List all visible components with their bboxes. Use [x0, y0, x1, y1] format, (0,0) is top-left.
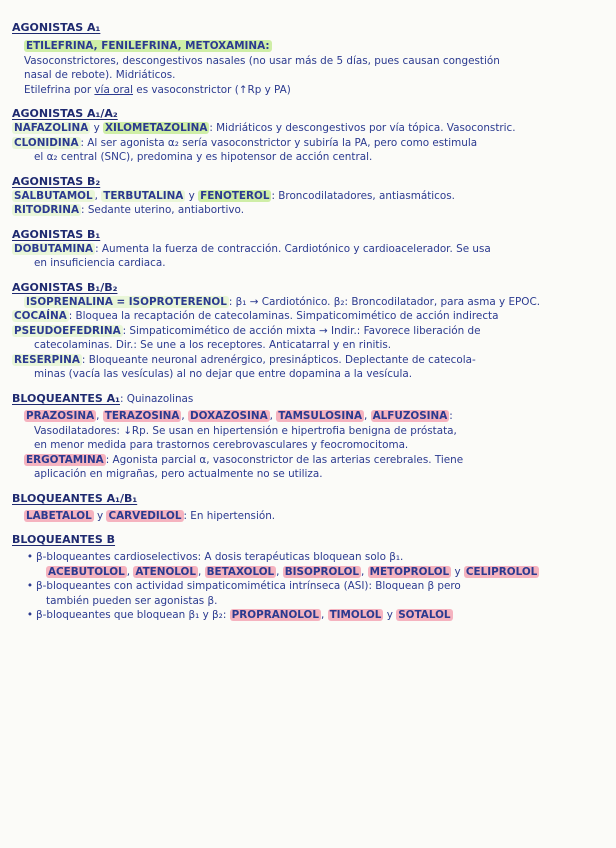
drug-line — [12, 189, 604, 204]
text-fragment: Etilefrina por — [24, 83, 95, 96]
section-agonistas-a1-a2 — [12, 102, 604, 121]
separator: , — [181, 410, 189, 422]
text-fragment: : En hipertensión. — [183, 509, 276, 522]
drug-name: ACEBUTOLOL — [48, 565, 125, 578]
drug-name: METOPROLOL — [369, 565, 450, 578]
drug-name: ETILEFRINA, FENILEFRINA, METOXAMINA: — [26, 40, 270, 52]
drug-name: BETAXOLOL — [206, 565, 275, 578]
section-heading: AGONISTAS Α₁ — [12, 21, 101, 34]
text-line: aplicación en migrañas, pero actualmente no se utiliza. — [34, 468, 323, 480]
text-fragment: : Aumenta la fuerza de contracción. Cardiotónico y cardioacelerador. Se usa — [95, 242, 491, 255]
drug-line — [12, 136, 604, 151]
list-item — [12, 608, 604, 623]
drug-line — [12, 324, 604, 339]
text-fragment: : Agonista parcial α, vasoconstrictor de las arterias cerebrales. Tiene — [105, 453, 464, 466]
text-line: en menor medida para trastornos cerebrovasculares y feocromocitoma. — [34, 439, 409, 451]
text-fragment: : Al ser agonista α₂ sería vasoconstrictor y subiría la PA, pero como estimula — [80, 136, 478, 149]
drug-name: PROPRANOLOL — [231, 609, 319, 621]
text-line: minas (vacía las vesículas) al no dejar que entre dopamina a la vesícula. — [34, 368, 413, 380]
text-fragment: y — [185, 189, 199, 202]
section-heading: AGONISTAS Β₂ — [12, 174, 101, 188]
section-agonistas-b1-b2 — [12, 276, 604, 295]
separator: , — [126, 565, 134, 578]
drug-name: COCAÍNA — [14, 310, 67, 322]
drug-name: CELIPROLOL — [465, 565, 538, 578]
text-fragment: : β₁ → Cardiotónico. β₂: Broncodilatador, para asma y EPOC. — [228, 295, 541, 308]
drug-name: TAMSULOSINA — [278, 410, 363, 422]
text-fragment: es vasoconstrictor (↑Rp y PA) — [133, 83, 291, 96]
drug-line — [12, 39, 604, 54]
separator: , — [364, 410, 371, 422]
separator: : — [449, 410, 453, 422]
section-agonistas-b1 — [12, 223, 604, 242]
drug-line — [12, 353, 604, 368]
drug-name: SOTALOL — [398, 609, 451, 621]
text-fragment: , — [94, 189, 102, 202]
drug-name: CARVEDILOL — [108, 509, 182, 522]
text-fragment: : Bloquea la recaptación de catecolaminas. Simpaticomimético de acción indirecta — [68, 310, 499, 322]
drug-name: PRAZOSINA — [26, 410, 95, 422]
drug-line — [12, 295, 604, 310]
separator: , — [198, 565, 205, 578]
drug-name: SALBUTAMOL — [14, 189, 93, 202]
drug-line — [12, 409, 604, 424]
text-line: Vasoconstrictores, descongestivos nasales (no usar más de 5 días, pues causan congestión — [24, 54, 500, 67]
drug-name: ALFUZOSINA — [372, 410, 448, 422]
section-heading: AGONISTAS Β₁/Β₂ — [12, 280, 118, 294]
text-fragment: y — [383, 609, 397, 621]
drug-name: XILOMETAZOLINA — [105, 122, 208, 134]
drug-line — [12, 509, 604, 524]
section-bloqueantes-a1-b1 — [12, 487, 604, 506]
text-fragment: : Simpaticomimético de acción mixta → Indir.: Favorece liberación de — [122, 324, 481, 337]
text-fragment: y — [93, 509, 107, 522]
text-line: en insuficiencia cardiaca. — [34, 257, 166, 269]
section-heading: BLOQUEANTES Α₁ — [12, 391, 120, 405]
drug-line — [12, 453, 604, 468]
text-fragment: y — [451, 565, 464, 578]
text-fragment: : Sedante uterino, antiabortivo. — [81, 204, 244, 216]
section-heading: BLOQUEANTES Β — [12, 533, 116, 546]
list-item — [12, 579, 604, 594]
text-fragment: : Midriáticos y descongestivos por vía tópica. Vasoconstric. — [209, 122, 516, 134]
drug-name: DOXAZOSINA — [190, 410, 268, 422]
bullet-icon: • — [26, 551, 34, 563]
section-heading: AGONISTAS Α₁/Α₂ — [12, 107, 118, 120]
text-line — [12, 83, 604, 98]
section-bloqueantes-b — [12, 528, 604, 547]
drug-line — [12, 242, 604, 257]
text-line: nasal de rebote). Midriáticos. — [24, 69, 176, 81]
drug-name: ERGOTAMINA — [26, 453, 104, 466]
text-fragment: y — [90, 122, 104, 134]
text-fragment: β-bloqueantes que bloquean β₁ y β₂: — [36, 609, 230, 621]
drug-name: FENOTEROL — [200, 189, 270, 202]
separator: , — [276, 565, 283, 578]
drug-line — [12, 203, 604, 218]
section-agonistas-b2 — [12, 170, 604, 189]
separator: , — [320, 609, 328, 621]
drug-name: ISOPRENALINA = ISOPROTERENOL — [26, 295, 227, 308]
separator: , — [96, 410, 103, 422]
text-fragment: : Broncodilatadores, antiasmáticos. — [271, 189, 455, 202]
underlined-text: vía oral — [94, 83, 133, 96]
section-subtitle: : Quinazolinas — [119, 392, 194, 405]
drug-name: DOBUTAMINA — [14, 242, 94, 255]
text-line: catecolaminas. Dir.: Se une a los receptores. Anticatarral y en rinitis. — [34, 339, 392, 351]
drug-line — [12, 565, 604, 580]
section-bloqueantes-a1 — [12, 387, 604, 407]
drug-name: TIMOLOL — [329, 609, 382, 621]
drug-name: TERBUTALINA — [103, 189, 184, 202]
drug-name: TERAZOSINA — [104, 410, 180, 422]
drug-name: RITODRINA — [14, 204, 80, 216]
drug-name: CLONIDINA — [14, 136, 79, 149]
bullet-icon: • — [26, 609, 34, 621]
section-agonistas-a1 — [12, 16, 604, 35]
text-fragment: β-bloqueantes con actividad simpaticomimética intrínseca (ASI): Bloquean β pero — [36, 580, 461, 592]
drug-line — [12, 309, 604, 324]
section-heading: AGONISTAS Β₁ — [12, 227, 101, 241]
section-heading: BLOQUEANTES Α₁/Β₁ — [12, 491, 138, 505]
drug-name: BISOPROLOL — [284, 565, 360, 578]
text-line: Vasodilatadores: ↓Rp. Se usan en hipertensión e hipertrofia benigna de próstata, — [34, 424, 457, 437]
drug-name: RESERPINA — [14, 353, 80, 366]
separator: , — [361, 565, 368, 578]
text-fragment: β-bloqueantes cardioselectivos: A dosis terapéuticas bloquean solo β₁. — [36, 551, 404, 563]
text-fragment: : Bloqueante neuronal adrenérgico, presinápticos. Deplectante de catecola- — [81, 353, 476, 366]
drug-name: ATENOLOL — [135, 565, 197, 578]
drug-name: LABETALOL — [26, 509, 92, 522]
bullet-icon: • — [26, 580, 34, 592]
drug-name: PSEUDOEFEDRINA — [14, 324, 121, 337]
text-line: el α₂ central (SNC), predomina y es hipotensor de acción central. — [34, 151, 373, 163]
text-line: también pueden ser agonistas β. — [46, 594, 218, 607]
drug-line — [12, 121, 604, 136]
drug-name: NAFAZOLINA — [14, 122, 89, 134]
list-item — [12, 550, 604, 565]
separator: , — [269, 410, 277, 422]
